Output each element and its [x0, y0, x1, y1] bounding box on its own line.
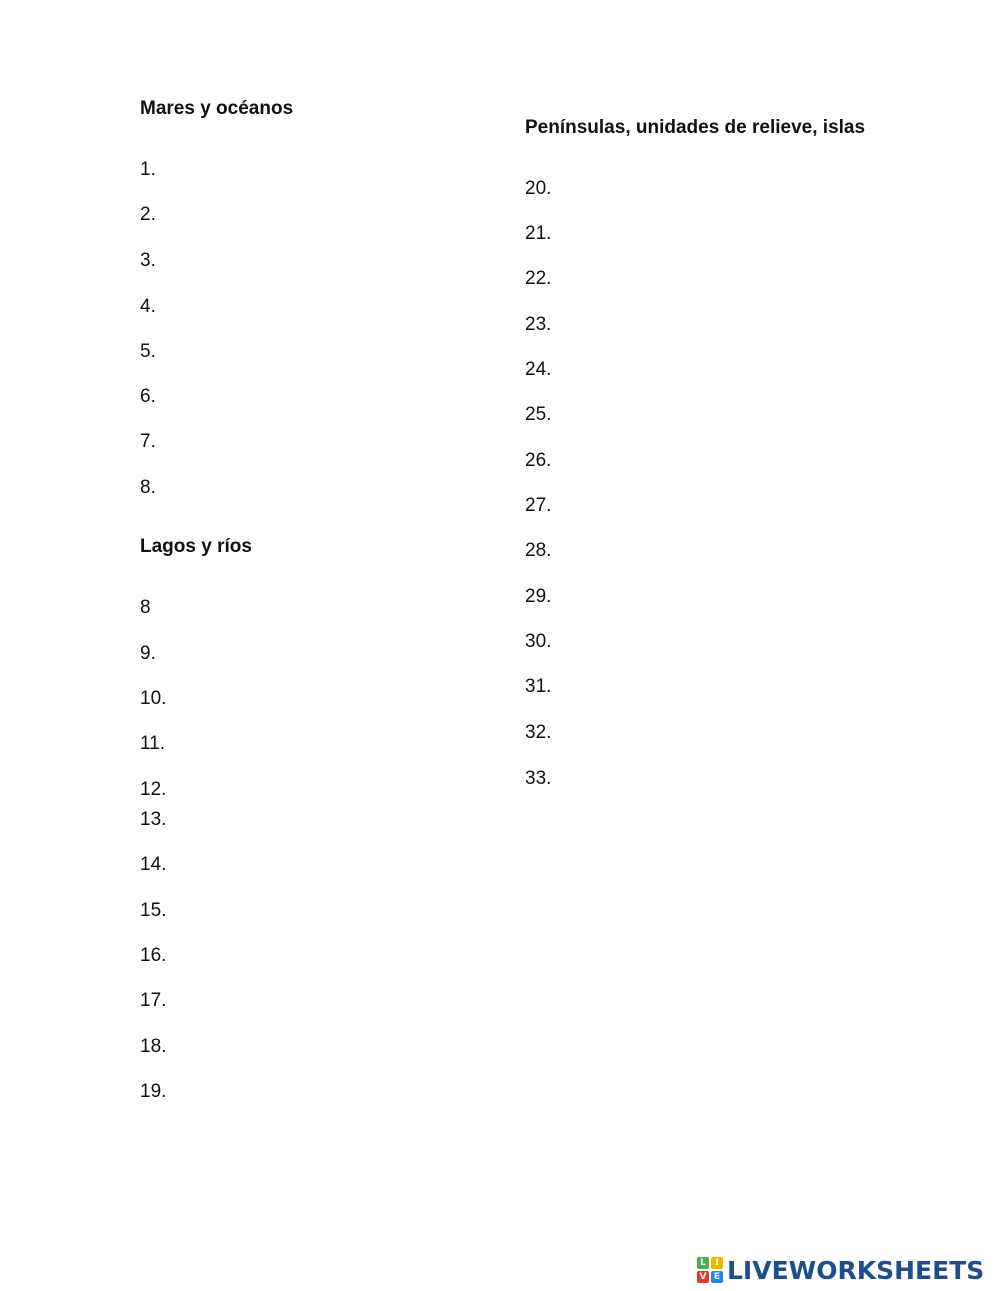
list-item-number: 28. — [525, 540, 552, 561]
list-item-number: 15. — [140, 900, 167, 921]
logo-tile: E — [711, 1271, 723, 1283]
list-item-number: 32. — [525, 722, 552, 743]
list-item-number: 7. — [140, 431, 156, 452]
list-item-number: 21. — [525, 223, 552, 244]
list-item-number: 5. — [140, 341, 156, 362]
list-item-number: 23. — [525, 314, 552, 335]
list-item-number: 8 — [140, 597, 151, 618]
liveworksheets-logo — [697, 1256, 984, 1284]
list-item-number: 4. — [140, 296, 156, 317]
list-item-number: 31. — [525, 676, 552, 697]
list-item-number: 33. — [525, 768, 552, 789]
list-item-number: 6. — [140, 386, 156, 407]
section-title-lagos: Lagos y ríos — [140, 536, 252, 557]
list-item-number: 11. — [140, 733, 166, 754]
logo-tile: V — [697, 1271, 709, 1283]
section-title-peninsulas: Penínsulas, unidades de relieve, islas — [525, 117, 866, 138]
list-item-number: 16. — [140, 945, 167, 966]
list-item-number: 13. — [140, 809, 167, 830]
list-item-number: 30. — [525, 631, 552, 652]
logo-tiles-icon — [697, 1257, 723, 1283]
list-item-number: 3. — [140, 250, 156, 271]
logo-text: LIVEWORKSHEETS — [727, 1255, 985, 1285]
list-item-number: 17. — [140, 990, 167, 1011]
logo-tile: L — [697, 1257, 709, 1269]
list-item-number: 9. — [140, 643, 156, 664]
list-item-number: 22. — [525, 268, 552, 289]
list-item-number: 8. — [140, 477, 156, 498]
list-item-number: 2. — [140, 204, 156, 225]
list-item-number: 10. — [140, 688, 167, 709]
list-item-number: 20. — [525, 178, 552, 199]
list-item-number: 14. — [140, 854, 167, 875]
list-item-number: 29. — [525, 586, 552, 607]
list-item-number: 12. — [140, 779, 167, 800]
list-item-number: 27. — [525, 495, 552, 516]
list-item-number: 25. — [525, 404, 552, 425]
logo-tile: I — [711, 1257, 723, 1269]
list-item-number: 1. — [140, 159, 156, 180]
list-item-number: 24. — [525, 359, 552, 380]
list-item-number: 18. — [140, 1036, 167, 1057]
list-item-number: 19. — [140, 1081, 167, 1102]
section-title-mares: Mares y océanos — [140, 98, 294, 119]
list-item-number: 26. — [525, 450, 552, 471]
